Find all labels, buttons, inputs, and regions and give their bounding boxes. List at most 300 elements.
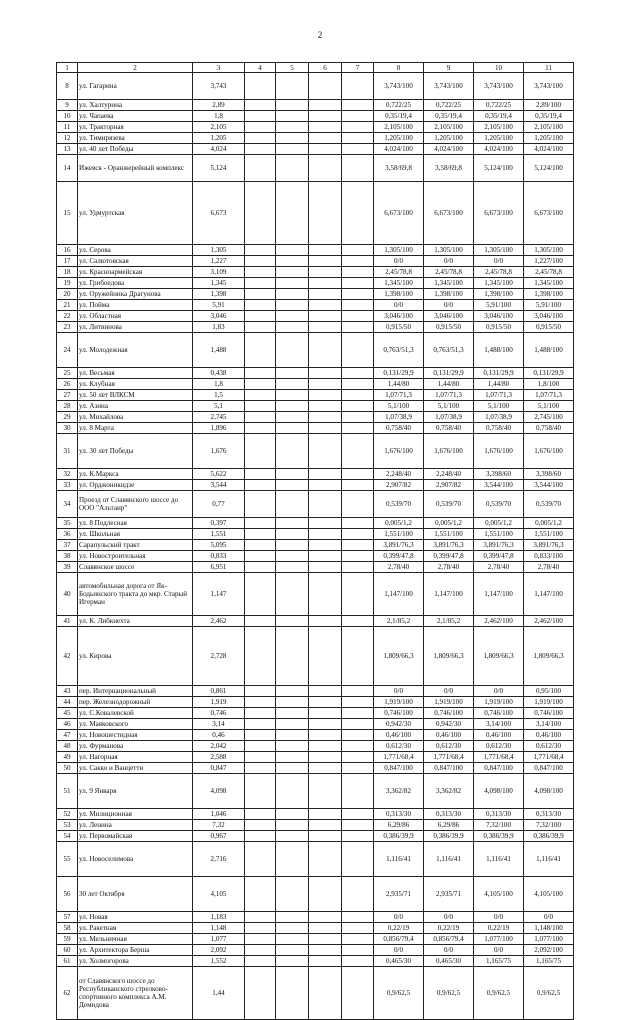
empty-cell bbox=[309, 155, 342, 182]
road-name-cell: ул. 30 лет Победы bbox=[78, 434, 193, 469]
empty-cell bbox=[309, 945, 342, 956]
value-cell: 1,116/41 bbox=[374, 842, 424, 877]
road-name-cell: ул. Маяковского bbox=[78, 719, 193, 730]
value-cell: 5,124/100 bbox=[524, 155, 574, 182]
row-number-cell: 29 bbox=[57, 412, 78, 423]
value-cell: 1,077/100 bbox=[474, 934, 524, 945]
empty-cell bbox=[276, 956, 309, 967]
value-cell: 1,809/66,3 bbox=[524, 627, 574, 686]
empty-cell bbox=[342, 256, 374, 267]
value-cell: 1,809/66,3 bbox=[374, 627, 424, 686]
empty-cell bbox=[342, 697, 374, 708]
length-cell: 1,8 bbox=[193, 111, 245, 122]
value-cell: 2,935/71 bbox=[424, 877, 474, 912]
road-name-cell: ул. Ракетная bbox=[78, 923, 193, 934]
empty-cell bbox=[309, 133, 342, 144]
road-name-cell: ул. Тимирязева bbox=[78, 133, 193, 144]
value-cell: 0,313/30 bbox=[474, 809, 524, 820]
empty-cell bbox=[276, 763, 309, 774]
value-cell: 0,35/19,4 bbox=[474, 111, 524, 122]
column-header: 5 bbox=[276, 63, 309, 73]
value-cell: 1,919/100 bbox=[374, 697, 424, 708]
empty-cell bbox=[245, 434, 276, 469]
road-name-cell: ул. Серова bbox=[78, 245, 193, 256]
road-name-cell: ул. Халтурина bbox=[78, 100, 193, 111]
value-cell: 0,612/30 bbox=[474, 741, 524, 752]
empty-cell bbox=[245, 945, 276, 956]
value-cell: 1,147/100 bbox=[524, 573, 574, 616]
length-cell: 2,462 bbox=[193, 616, 245, 627]
value-cell: 2,907/82 bbox=[424, 480, 474, 491]
column-header: 3 bbox=[193, 63, 245, 73]
value-cell: 0,46/100 bbox=[474, 730, 524, 741]
table-row bbox=[57, 73, 574, 100]
value-cell: 2,105/100 bbox=[524, 122, 574, 133]
empty-cell bbox=[245, 144, 276, 155]
empty-cell bbox=[309, 412, 342, 423]
value-cell: 0/0 bbox=[424, 945, 474, 956]
empty-cell bbox=[276, 311, 309, 322]
road-name-cell: пер. Интернациональный bbox=[78, 686, 193, 697]
table-row bbox=[57, 774, 574, 809]
column-header: 6 bbox=[309, 63, 342, 73]
empty-cell bbox=[245, 551, 276, 562]
empty-cell bbox=[342, 741, 374, 752]
length-cell: 1,305 bbox=[193, 245, 245, 256]
empty-cell bbox=[245, 73, 276, 100]
row-number-cell: 51 bbox=[57, 774, 78, 809]
value-cell: 5,91/100 bbox=[474, 300, 524, 311]
length-cell: 5,1 bbox=[193, 401, 245, 412]
value-cell: 5,1/100 bbox=[474, 401, 524, 412]
row-number-cell: 24 bbox=[57, 333, 78, 368]
row-number-cell: 15 bbox=[57, 182, 78, 245]
table-row bbox=[57, 256, 574, 267]
empty-cell bbox=[245, 877, 276, 912]
empty-cell bbox=[309, 245, 342, 256]
length-cell: 4,098 bbox=[193, 774, 245, 809]
length-cell: 2,745 bbox=[193, 412, 245, 423]
empty-cell bbox=[342, 877, 374, 912]
length-cell: 1,046 bbox=[193, 809, 245, 820]
value-cell: 1,147/100 bbox=[424, 573, 474, 616]
value-cell: 1,345/100 bbox=[474, 278, 524, 289]
empty-cell bbox=[276, 289, 309, 300]
value-cell: 1,551/100 bbox=[374, 529, 424, 540]
row-number-cell: 34 bbox=[57, 491, 78, 518]
road-name-cell: ул. Первомайская bbox=[78, 831, 193, 842]
row-number-cell: 36 bbox=[57, 529, 78, 540]
empty-cell bbox=[342, 300, 374, 311]
value-cell: 0,758/40 bbox=[424, 423, 474, 434]
empty-cell bbox=[342, 390, 374, 401]
empty-cell bbox=[342, 551, 374, 562]
empty-cell bbox=[342, 412, 374, 423]
empty-cell bbox=[276, 300, 309, 311]
table-row bbox=[57, 763, 574, 774]
row-number-cell: 40 bbox=[57, 573, 78, 616]
value-cell: 1,676/100 bbox=[524, 434, 574, 469]
empty-cell bbox=[342, 627, 374, 686]
empty-cell bbox=[342, 912, 374, 923]
empty-cell bbox=[276, 686, 309, 697]
value-cell: 1,676/100 bbox=[374, 434, 424, 469]
value-cell: 5,91/100 bbox=[524, 300, 574, 311]
value-cell: 1,551/100 bbox=[424, 529, 474, 540]
value-cell: 0/0 bbox=[474, 686, 524, 697]
length-cell: 6,951 bbox=[193, 562, 245, 573]
value-cell: 3,362/82 bbox=[374, 774, 424, 809]
road-name-cell: ул. 50 лет ВЛКСМ bbox=[78, 390, 193, 401]
empty-cell bbox=[342, 616, 374, 627]
empty-cell bbox=[309, 809, 342, 820]
table-row bbox=[57, 289, 574, 300]
length-cell: 1,5 bbox=[193, 390, 245, 401]
empty-cell bbox=[342, 562, 374, 573]
value-cell: 1,398/100 bbox=[374, 289, 424, 300]
empty-cell bbox=[342, 401, 374, 412]
value-cell: 1,809/66,3 bbox=[424, 627, 474, 686]
empty-cell bbox=[276, 133, 309, 144]
empty-cell bbox=[309, 912, 342, 923]
value-cell: 3,046/100 bbox=[374, 311, 424, 322]
value-cell: 5,1/100 bbox=[374, 401, 424, 412]
value-cell: 1,345/100 bbox=[524, 278, 574, 289]
table-row bbox=[57, 708, 574, 719]
value-cell: 0,131/29,9 bbox=[474, 368, 524, 379]
value-cell: 1,07/38,9 bbox=[424, 412, 474, 423]
road-name-cell: ул. Пойма bbox=[78, 300, 193, 311]
table-row bbox=[57, 111, 574, 122]
empty-cell bbox=[309, 752, 342, 763]
road-name-cell: ул. Орджоникидзе bbox=[78, 480, 193, 491]
value-cell: 1,148/100 bbox=[524, 923, 574, 934]
value-cell: 0,399/47,8 bbox=[474, 551, 524, 562]
column-header: 1 bbox=[57, 63, 78, 73]
value-cell: 1,205/100 bbox=[374, 133, 424, 144]
empty-cell bbox=[245, 423, 276, 434]
empty-cell bbox=[276, 551, 309, 562]
empty-cell bbox=[309, 278, 342, 289]
value-cell: 0,847/100 bbox=[424, 763, 474, 774]
length-cell: 6,673 bbox=[193, 182, 245, 245]
empty-cell bbox=[245, 923, 276, 934]
empty-cell bbox=[309, 686, 342, 697]
value-cell: 0/0 bbox=[374, 300, 424, 311]
length-cell: 0,746 bbox=[193, 708, 245, 719]
value-cell: 4,024/100 bbox=[524, 144, 574, 155]
row-number-cell: 46 bbox=[57, 719, 78, 730]
table-row bbox=[57, 831, 574, 842]
value-cell: 6,29/86 bbox=[424, 820, 474, 831]
value-cell: 1,165/75 bbox=[474, 956, 524, 967]
value-cell: 0,856/79,4 bbox=[374, 934, 424, 945]
empty-cell bbox=[276, 100, 309, 111]
value-cell: 0,22/19 bbox=[374, 923, 424, 934]
row-number-cell: 17 bbox=[57, 256, 78, 267]
row-number-cell: 50 bbox=[57, 763, 78, 774]
value-cell: 0,9/62,5 bbox=[474, 967, 524, 1020]
length-cell: 5,095 bbox=[193, 540, 245, 551]
table-row bbox=[57, 719, 574, 730]
table-row bbox=[57, 967, 574, 1020]
table-row bbox=[57, 923, 574, 934]
value-cell: 3,362/82 bbox=[424, 774, 474, 809]
table-row bbox=[57, 267, 574, 278]
length-cell: 4,024 bbox=[193, 144, 245, 155]
table-row bbox=[57, 300, 574, 311]
value-cell: 4,024/100 bbox=[424, 144, 474, 155]
empty-cell bbox=[309, 333, 342, 368]
length-cell: 2,588 bbox=[193, 752, 245, 763]
row-number-cell: 62 bbox=[57, 967, 78, 1020]
length-cell: 1,83 bbox=[193, 322, 245, 333]
empty-cell bbox=[309, 267, 342, 278]
value-cell: 0,847/100 bbox=[474, 763, 524, 774]
empty-cell bbox=[276, 256, 309, 267]
road-name-cell: ул. Фурманова bbox=[78, 741, 193, 752]
empty-cell bbox=[276, 480, 309, 491]
empty-cell bbox=[245, 133, 276, 144]
value-cell: 2,78/40 bbox=[424, 562, 474, 573]
road-name-cell: ул. Азина bbox=[78, 401, 193, 412]
empty-cell bbox=[309, 540, 342, 551]
empty-cell bbox=[309, 480, 342, 491]
table-row bbox=[57, 379, 574, 390]
row-number-cell: 44 bbox=[57, 697, 78, 708]
empty-cell bbox=[309, 842, 342, 877]
length-cell: 3,109 bbox=[193, 267, 245, 278]
row-number-cell: 52 bbox=[57, 809, 78, 820]
value-cell: 4,024/100 bbox=[374, 144, 424, 155]
value-cell: 0,005/1,2 bbox=[474, 518, 524, 529]
value-cell: 0,313/30 bbox=[524, 809, 574, 820]
road-name-cell: ул. 9 Января bbox=[78, 774, 193, 809]
value-cell: 1,116/41 bbox=[424, 842, 474, 877]
empty-cell bbox=[276, 697, 309, 708]
empty-cell bbox=[245, 379, 276, 390]
table-row bbox=[57, 697, 574, 708]
empty-cell bbox=[245, 820, 276, 831]
empty-cell bbox=[342, 423, 374, 434]
value-cell: 1,44/80 bbox=[374, 379, 424, 390]
value-cell: 1,227/100 bbox=[524, 256, 574, 267]
value-cell: 0,833/100 bbox=[524, 551, 574, 562]
value-cell: 0,722/25 bbox=[474, 100, 524, 111]
value-cell: 1,305/100 bbox=[424, 245, 474, 256]
value-cell: 0,915/50 bbox=[424, 322, 474, 333]
empty-cell bbox=[342, 763, 374, 774]
table-row bbox=[57, 333, 574, 368]
table-row bbox=[57, 423, 574, 434]
table-row bbox=[57, 469, 574, 480]
empty-cell bbox=[245, 100, 276, 111]
length-cell: 0,861 bbox=[193, 686, 245, 697]
road-name-cell: ул. Чапаева bbox=[78, 111, 193, 122]
table-row bbox=[57, 616, 574, 627]
empty-cell bbox=[245, 278, 276, 289]
road-name-cell: ул. Тракторная bbox=[78, 122, 193, 133]
value-cell: 0/0 bbox=[374, 256, 424, 267]
empty-cell bbox=[245, 256, 276, 267]
value-cell: 0,386/39,9 bbox=[374, 831, 424, 842]
value-cell: 1,305/100 bbox=[374, 245, 424, 256]
value-cell: 1,771/68,4 bbox=[474, 752, 524, 763]
length-cell: 1,148 bbox=[193, 923, 245, 934]
empty-cell bbox=[342, 934, 374, 945]
table-row bbox=[57, 752, 574, 763]
empty-cell bbox=[276, 182, 309, 245]
value-cell: 0,612/30 bbox=[524, 741, 574, 752]
value-cell: 7,32/100 bbox=[474, 820, 524, 831]
length-cell: 1,551 bbox=[193, 529, 245, 540]
road-name-cell: ул. Молодежная bbox=[78, 333, 193, 368]
road-name-cell: Славянское шоссе bbox=[78, 562, 193, 573]
value-cell: 2,248/40 bbox=[424, 469, 474, 480]
value-cell: 0,758/40 bbox=[524, 423, 574, 434]
value-cell: 1,07/71,3 bbox=[424, 390, 474, 401]
length-cell: 1,676 bbox=[193, 434, 245, 469]
road-name-cell: ул. Весьмая bbox=[78, 368, 193, 379]
empty-cell bbox=[245, 627, 276, 686]
value-cell: 1,07/71,3 bbox=[374, 390, 424, 401]
empty-cell bbox=[245, 752, 276, 763]
row-number-cell: 14 bbox=[57, 155, 78, 182]
length-cell: 3,743 bbox=[193, 73, 245, 100]
value-cell: 0,758/40 bbox=[474, 423, 524, 434]
row-number-cell: 16 bbox=[57, 245, 78, 256]
value-cell: 1,676/100 bbox=[474, 434, 524, 469]
length-cell: 1,345 bbox=[193, 278, 245, 289]
road-name-cell: ул. Салютовская bbox=[78, 256, 193, 267]
empty-cell bbox=[276, 278, 309, 289]
value-cell: 0,386/39,9 bbox=[474, 831, 524, 842]
empty-cell bbox=[276, 719, 309, 730]
value-cell: 1,345/100 bbox=[374, 278, 424, 289]
road-name-cell: Ижевск - Оранжерейный комплекс bbox=[78, 155, 193, 182]
empty-cell bbox=[245, 730, 276, 741]
table-row bbox=[57, 182, 574, 245]
empty-cell bbox=[276, 616, 309, 627]
length-cell: 1,8 bbox=[193, 379, 245, 390]
length-cell: 1,398 bbox=[193, 289, 245, 300]
row-number-cell: 43 bbox=[57, 686, 78, 697]
length-cell: 1,896 bbox=[193, 423, 245, 434]
empty-cell bbox=[276, 144, 309, 155]
empty-cell bbox=[276, 529, 309, 540]
value-cell: 0/0 bbox=[424, 686, 474, 697]
row-number-cell: 58 bbox=[57, 923, 78, 934]
table-row bbox=[57, 809, 574, 820]
table-row bbox=[57, 144, 574, 155]
empty-cell bbox=[309, 573, 342, 616]
empty-cell bbox=[245, 831, 276, 842]
value-cell: 1,305/100 bbox=[474, 245, 524, 256]
road-name-cell: 30 лет Октября bbox=[78, 877, 193, 912]
value-cell: 4,098/100 bbox=[524, 774, 574, 809]
value-cell: 0,22/19 bbox=[424, 923, 474, 934]
value-cell: 3,14/100 bbox=[474, 719, 524, 730]
empty-cell bbox=[309, 774, 342, 809]
row-number-cell: 8 bbox=[57, 73, 78, 100]
empty-cell bbox=[342, 480, 374, 491]
empty-cell bbox=[309, 627, 342, 686]
empty-cell bbox=[245, 480, 276, 491]
column-header: 8 bbox=[374, 63, 424, 73]
value-cell: 2,105/100 bbox=[474, 122, 524, 133]
value-cell: 2,45/78,8 bbox=[474, 267, 524, 278]
value-cell: 0,313/30 bbox=[374, 809, 424, 820]
value-cell: 1,147/100 bbox=[374, 573, 424, 616]
value-cell: 1,07/71,3 bbox=[474, 390, 524, 401]
value-cell: 0,9/62,5 bbox=[424, 967, 474, 1020]
value-cell: 1,116/41 bbox=[474, 842, 524, 877]
length-cell: 2,728 bbox=[193, 627, 245, 686]
table-row bbox=[57, 730, 574, 741]
empty-cell bbox=[342, 100, 374, 111]
empty-cell bbox=[245, 155, 276, 182]
value-cell: 0,465/30 bbox=[374, 956, 424, 967]
empty-cell bbox=[342, 820, 374, 831]
empty-cell bbox=[309, 877, 342, 912]
value-cell: 0,539/70 bbox=[424, 491, 474, 518]
row-number-cell: 48 bbox=[57, 741, 78, 752]
length-cell: 5,124 bbox=[193, 155, 245, 182]
row-number-cell: 56 bbox=[57, 877, 78, 912]
empty-cell bbox=[276, 820, 309, 831]
empty-cell bbox=[276, 741, 309, 752]
value-cell: 1,919/100 bbox=[474, 697, 524, 708]
empty-cell bbox=[342, 469, 374, 480]
value-cell: 0,856/79,4 bbox=[424, 934, 474, 945]
empty-cell bbox=[245, 774, 276, 809]
value-cell: 0,722/25 bbox=[424, 100, 474, 111]
table-row bbox=[57, 912, 574, 923]
row-number-cell: 20 bbox=[57, 289, 78, 300]
empty-cell bbox=[245, 412, 276, 423]
empty-cell bbox=[245, 616, 276, 627]
road-name-cell: Сарапульский тракт bbox=[78, 540, 193, 551]
empty-cell bbox=[309, 551, 342, 562]
row-number-cell: 39 bbox=[57, 562, 78, 573]
empty-cell bbox=[309, 562, 342, 573]
value-cell: 0/0 bbox=[474, 256, 524, 267]
empty-cell bbox=[342, 529, 374, 540]
table-body bbox=[57, 73, 574, 1020]
empty-cell bbox=[276, 923, 309, 934]
table-row bbox=[57, 877, 574, 912]
length-cell: 3,046 bbox=[193, 311, 245, 322]
value-cell: 4,105/100 bbox=[474, 877, 524, 912]
empty-cell bbox=[276, 379, 309, 390]
table-row bbox=[57, 518, 574, 529]
road-name-cell: ул. Красноармейская bbox=[78, 267, 193, 278]
empty-cell bbox=[309, 529, 342, 540]
header-row bbox=[57, 63, 574, 73]
row-number-cell: 28 bbox=[57, 401, 78, 412]
value-cell: 1,771/68,4 bbox=[524, 752, 574, 763]
empty-cell bbox=[276, 155, 309, 182]
empty-cell bbox=[342, 540, 374, 551]
row-number-cell: 18 bbox=[57, 267, 78, 278]
road-name-cell: ул. Мельничная bbox=[78, 934, 193, 945]
empty-cell bbox=[245, 842, 276, 877]
value-cell: 4,105/100 bbox=[524, 877, 574, 912]
length-cell: 1,077 bbox=[193, 934, 245, 945]
value-cell: 3,046/100 bbox=[474, 311, 524, 322]
length-cell: 1,488 bbox=[193, 333, 245, 368]
empty-cell bbox=[245, 562, 276, 573]
